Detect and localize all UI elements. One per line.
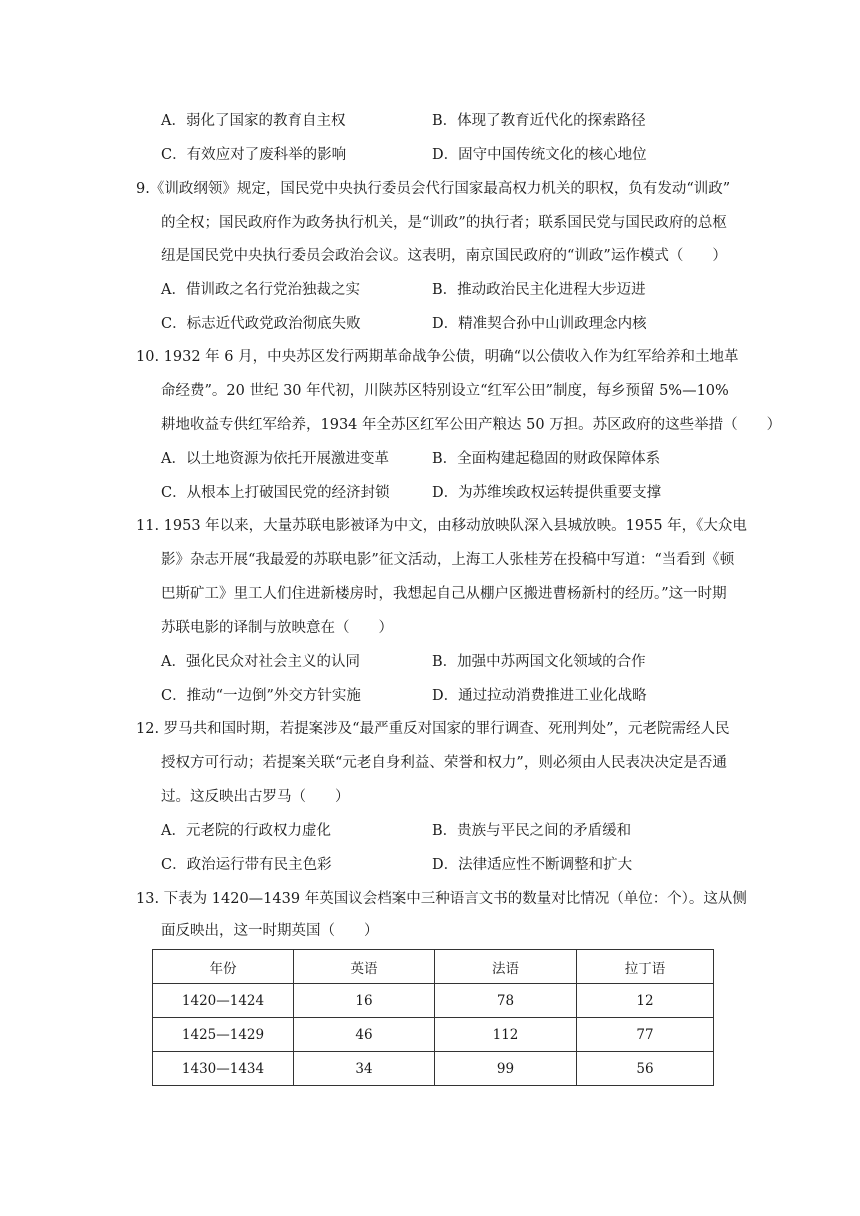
q8-option-c: C．有效应对了废科举的影响 [161, 147, 347, 163]
q12-option-c: C．政治运行带有民主色彩 [161, 857, 332, 873]
table-header-cell: 拉丁语 [577, 950, 714, 984]
q10-option-c: C．从根本上打破国民党的经济封锁 [161, 485, 390, 501]
q9-option-a: A．借训政之名行党治独裁之实 [161, 282, 360, 298]
table-cell: 77 [577, 1018, 714, 1052]
table-cell: 12 [577, 984, 714, 1018]
q8-option-b: B．体现了教育近代化的探索路径 [432, 113, 646, 129]
q12-stem-line: 12. 罗马共和国时期，若提案涉及“最严重反对国家的罪行调查、死刑判处”，元老院需经人民 [136, 721, 730, 737]
q13-data-table [152, 949, 714, 1086]
q10-stem-line: 10. 1932 年 6 月，中央苏区发行两期革命战争公债，明确“以公债收入作为红军给养和土地革 [136, 349, 739, 365]
q9-option-c: C．标志近代政党政治彻底失败 [161, 316, 361, 332]
table-row [153, 1018, 714, 1052]
q10-option-d: D．为苏维埃政权运转提供重要支撑 [432, 485, 662, 501]
q11-stem-line: 影》杂志开展“我最爱的苏联电影”征文活动，上海工人张桂芳在投稿中写道：“当看到《顿 [161, 552, 735, 568]
table-cell: 34 [294, 1052, 435, 1086]
q8-option-a: A．弱化了国家的教育自主权 [161, 113, 346, 129]
q12-option-a: A．元老院的行政权力虚化 [161, 823, 331, 839]
table-cell: 1425—1429 [153, 1018, 294, 1052]
table-cell: 112 [435, 1018, 577, 1052]
q11-stem-line: 巴斯矿工》里工人们住进新楼房时，我想起自己从棚户区搬进曹杨新村的经历。”这一时期 [161, 586, 727, 602]
q11-option-b: B．加强中苏两国文化领域的合作 [432, 654, 646, 670]
table-cell: 1420—1424 [153, 984, 294, 1018]
table-cell: 56 [577, 1052, 714, 1086]
q10-option-b: B．全面构建起稳固的财政保障体系 [432, 451, 661, 467]
q13-stem-line: 13. 下表为 1420—1439 年英国议会档案中三种语言文书的数量对比情况（单位：个）。这从侧 [136, 891, 747, 907]
q10-stem-line: 耕地收益专供红军给养，1934 年全苏区红军公田产粮达 50 万担。苏区政府的这些举措（ ） [161, 417, 782, 433]
table-cell: 16 [294, 984, 435, 1018]
q9-stem-line: 9.《训政纲领》规定，国民党中央执行委员会代行国家最高权力机关的职权，负有发动“训政” [136, 181, 731, 197]
table-cell: 1430—1434 [153, 1052, 294, 1086]
q11-stem-line: 苏联电影的译制与放映意在（ ） [161, 620, 393, 636]
table-row [153, 984, 714, 1018]
table-header-cell: 法语 [435, 950, 577, 984]
q12-option-d: D．法律适应性不断调整和扩大 [432, 857, 633, 873]
q9-option-d: D．精准契合孙中山训政理念内核 [432, 316, 647, 332]
q11-option-d: D．通过拉动消费推进工业化战略 [432, 688, 647, 704]
q9-stem-line: 纽是国民党中央执行委员会政治会议。这表明，南京国民政府的“训政”运作模式（ ） [161, 248, 727, 264]
q12-stem-line: 过。这反映出古罗马（ ） [161, 789, 350, 805]
q12-option-b: B．贵族与平民之间的矛盾缓和 [432, 823, 632, 839]
table-row [153, 1052, 714, 1086]
table-cell: 46 [294, 1018, 435, 1052]
q9-option-b: B．推动政治民主化进程大步迈进 [432, 282, 646, 298]
table-header-cell: 英语 [294, 950, 435, 984]
table-header-cell: 年份 [153, 950, 294, 984]
q10-stem-line: 命经费”。20 世纪 30 年代初，川陕苏区特别设立“红军公田”制度，每乡预留 5%—10% [161, 383, 729, 399]
q8-option-d: D．固守中国传统文化的核心地位 [432, 147, 647, 163]
q11-option-a: A．强化民众对社会主义的认同 [161, 654, 360, 670]
table-cell: 99 [435, 1052, 577, 1086]
q13-stem-line: 面反映出，这一时期英国（ ） [161, 923, 379, 939]
table-header-row [153, 950, 714, 984]
q11-option-c: C．推动“一边倒”外交方针实施 [161, 688, 361, 704]
q11-stem-line: 11. 1953 年以来，大量苏联电影被译为中文，由移动放映队深入县城放映。1955 年，《大众电 [136, 518, 747, 534]
q12-stem-line: 授权方可行动；若提案关联“元老自身利益、荣誉和权力”，则必须由人民表决决定是否通 [161, 755, 727, 771]
table-cell: 78 [435, 984, 577, 1018]
q9-stem-line: 的全权；国民政府作为政务执行机关，是“训政”的执行者；联系国民党与国民政府的总枢 [161, 215, 727, 231]
q10-option-a: A．以土地资源为依托开展激进变革 [161, 451, 389, 467]
